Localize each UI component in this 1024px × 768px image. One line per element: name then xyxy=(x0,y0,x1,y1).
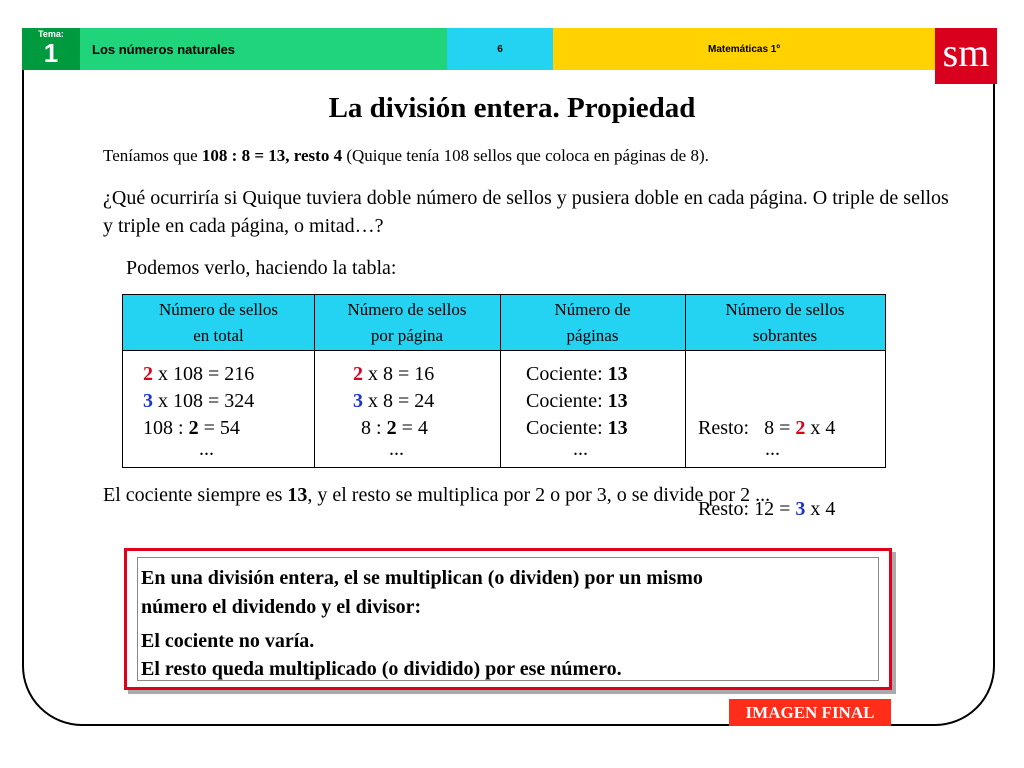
factor: 3 xyxy=(143,390,153,412)
conclusion-value: 13 xyxy=(287,484,308,506)
header-line: páginas xyxy=(566,326,619,345)
tema-label: Tema: xyxy=(38,29,64,39)
expression: x 4 xyxy=(805,498,836,520)
quotient-label: Cociente: xyxy=(526,390,608,412)
expression: x 108 = 216 xyxy=(153,363,255,385)
header-total xyxy=(123,297,314,349)
header-line: Número de xyxy=(554,300,631,319)
rule-line: En una división entera, el se multiplican (o dividen) por un mismo xyxy=(141,567,703,589)
rule-line: El cociente no varía. xyxy=(141,630,315,652)
factor: 2 xyxy=(353,363,363,385)
factor: 2 xyxy=(386,417,397,439)
table-row xyxy=(353,388,434,415)
expression: Resto: 8 = xyxy=(698,417,796,439)
conclusion-suffix: , y el resto se multiplica por 2 o por 3, o se divide por 2 ... xyxy=(307,484,771,506)
cell-per-page xyxy=(353,361,434,442)
intro-equation: 108 : 8 = 13, resto 4 xyxy=(201,146,343,165)
header-line: sobrantes xyxy=(752,326,818,345)
factor: 3 xyxy=(353,390,363,412)
cell-quotient xyxy=(526,361,628,442)
page-number: 6 xyxy=(447,28,553,70)
expression: x 8 = 24 xyxy=(363,390,435,412)
ellipsis: ... xyxy=(765,438,780,460)
ellipsis: ... xyxy=(573,438,588,460)
tema-number: 1 xyxy=(43,38,59,68)
cell-total xyxy=(143,361,254,442)
expression: 108 : xyxy=(143,417,189,439)
intro-suffix: (Quique tenía 108 sellos que coloca en páginas de 8). xyxy=(342,146,709,165)
quotient-value: 13 xyxy=(607,363,628,385)
final-image-button[interactable]: IMAGEN FINAL xyxy=(729,699,891,726)
subject-label: Matemáticas 1º xyxy=(553,28,935,70)
topic-title: Los números naturales xyxy=(80,28,447,70)
sm-logo: sm xyxy=(935,28,997,84)
page-title: La división entera. Propiedad xyxy=(328,92,696,124)
quotient-label: Cociente: xyxy=(526,417,608,439)
expression: = 4 xyxy=(396,417,428,439)
table-row xyxy=(526,388,628,415)
table-row xyxy=(353,361,434,388)
table-row xyxy=(143,361,254,388)
header-line: Número de sellos xyxy=(725,300,845,319)
conclusion-prefix: El cociente siempre es xyxy=(103,484,288,506)
slide-header xyxy=(22,28,995,70)
header-line: por página xyxy=(370,326,444,345)
intro-text xyxy=(103,146,709,166)
intro-prefix: Teníamos que xyxy=(103,146,202,165)
rule-line: El resto queda multiplicado (o dividido) por ese número. xyxy=(141,658,622,680)
quotient-label: Cociente: xyxy=(526,363,608,385)
rule-box xyxy=(124,548,892,690)
expression: Resto: 12 = xyxy=(698,498,796,520)
tema-badge xyxy=(22,28,80,70)
quotient-value: 13 xyxy=(607,390,628,412)
expression: x 8 = 16 xyxy=(363,363,435,385)
factor: 2 xyxy=(188,417,199,439)
expression: 8 : xyxy=(361,417,387,439)
header-remainder xyxy=(685,297,885,349)
factor: 2 xyxy=(795,417,806,439)
quotient-value: 13 xyxy=(607,417,628,439)
ellipsis: ... xyxy=(389,438,404,460)
header-per-page xyxy=(314,297,500,349)
factor: 3 xyxy=(795,498,806,520)
lead-text: Podemos verlo, haciendo la tabla: xyxy=(126,257,397,279)
factor: 2 xyxy=(143,363,153,385)
header-line: Número de sellos xyxy=(347,300,467,319)
table-row xyxy=(143,388,254,415)
header-divider xyxy=(123,350,885,351)
header-line: en total xyxy=(193,326,244,345)
header-pages xyxy=(500,297,685,349)
ellipsis: ... xyxy=(199,438,214,460)
table-row xyxy=(526,361,628,388)
rule-line: número el dividendo y el divisor: xyxy=(141,596,422,618)
expression: x 4 xyxy=(805,417,836,439)
expression: x 108 = 324 xyxy=(153,390,255,412)
question-text: ¿Qué ocurriría si Quique tuviera doble número de sellos y pusiera doble en cada página. O triple de sellos y triple en cada página, o mitad…? xyxy=(103,187,949,237)
header-line: Número de sellos xyxy=(159,300,278,319)
conclusion-text xyxy=(103,481,893,510)
expression: = 54 xyxy=(198,417,240,439)
